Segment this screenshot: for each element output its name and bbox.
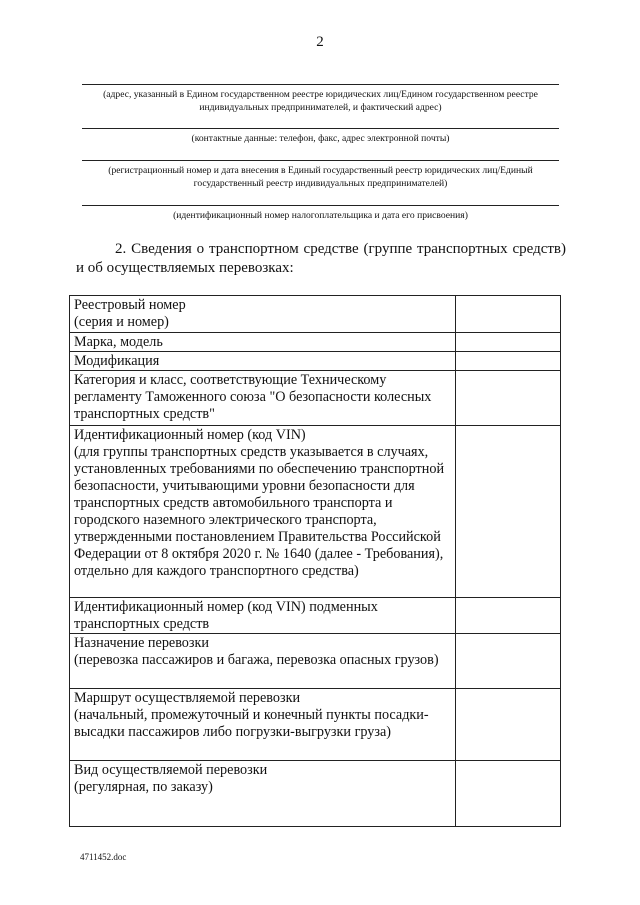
- vehicle-info-table: [69, 295, 561, 827]
- table-row: [70, 296, 561, 333]
- row-value-transport-type[interactable]: [455, 761, 560, 827]
- row-label-transport-purpose: Назначение перевозки (перевозка пассажиров и багажа, перевозка опасных грузов): [70, 634, 456, 689]
- row-value-category-class[interactable]: [455, 371, 560, 426]
- row-label-make-model: Марка, модель: [70, 333, 456, 352]
- row-value-modification[interactable]: [455, 352, 560, 371]
- row-value-route[interactable]: [455, 689, 560, 761]
- table-row: [70, 598, 561, 634]
- row-value-registry-number[interactable]: [455, 296, 560, 333]
- doc-file-code: 4711452.doc: [80, 852, 127, 862]
- registration-field[interactable]: [82, 160, 559, 190]
- row-label-route: Маршрут осуществляемой перевозки (начальный, промежуточный и конечный пункты посадки-высадки пассажиров либо погрузки-выгрузки груза): [70, 689, 456, 761]
- row-value-vin[interactable]: [455, 426, 560, 598]
- row-label-modification: Модификация: [70, 352, 456, 371]
- table-row: [70, 352, 561, 371]
- table-row: [70, 761, 561, 827]
- table-row: [70, 333, 561, 352]
- contact-field[interactable]: [82, 128, 559, 145]
- address-field[interactable]: [82, 84, 559, 114]
- inn-field-caption: (идентификационный номер налогоплательщика и дата его присвоения): [173, 210, 468, 221]
- address-field-caption: (адрес, указанный в Едином государственном реестре юридических лиц/Едином государственном реестре индивидуальных предпринимателей, и фактический адрес): [103, 89, 538, 113]
- row-label-registry-number: Реестровый номер (серия и номер): [70, 296, 456, 333]
- table-row: [70, 689, 561, 761]
- section-heading: 2. Сведения о транспортном средстве (группе транспортных средств) и об осуществляемых перевозках:: [76, 241, 566, 276]
- registration-field-caption: (регистрационный номер и дата внесения в Единый государственный реестр юридических лиц/Единый государственный реестр индивидуальных предпринимателей): [108, 165, 533, 189]
- page-number: 2: [316, 34, 324, 50]
- row-label-category-class: Категория и класс, соответствующие Техническому регламенту Таможенного союза "О безопасности колесных транспортных средств": [70, 371, 456, 426]
- inn-field[interactable]: [82, 205, 559, 222]
- table-row: [70, 634, 561, 689]
- row-value-make-model[interactable]: [455, 333, 560, 352]
- table-row: [70, 371, 561, 426]
- table-row: [70, 426, 561, 598]
- row-label-transport-type: Вид осуществляемой перевозки (регулярная, по заказу): [70, 761, 456, 827]
- contact-field-caption: (контактные данные: телефон, факс, адрес электронной почты): [191, 133, 450, 144]
- row-value-replacement-vin[interactable]: [455, 598, 560, 634]
- row-label-replacement-vin: Идентификационный номер (код VIN) подменных транспортных средств: [70, 598, 456, 634]
- row-value-transport-purpose[interactable]: [455, 634, 560, 689]
- row-label-vin: Идентификационный номер (код VIN) (для группы транспортных средств указывается в случаях, установленных требованиями по обеспечению транспортной безопасности, учитывающими уровни безопасности для транспортных средств автомобильного транспорта и городского наземного электрического транспорта, утвержденными постановлением Правительства Российской Федерации от 8 октября 2020 г. № 1640 (далее - Требования), отдельно для каждого транспортного средства): [70, 426, 456, 598]
